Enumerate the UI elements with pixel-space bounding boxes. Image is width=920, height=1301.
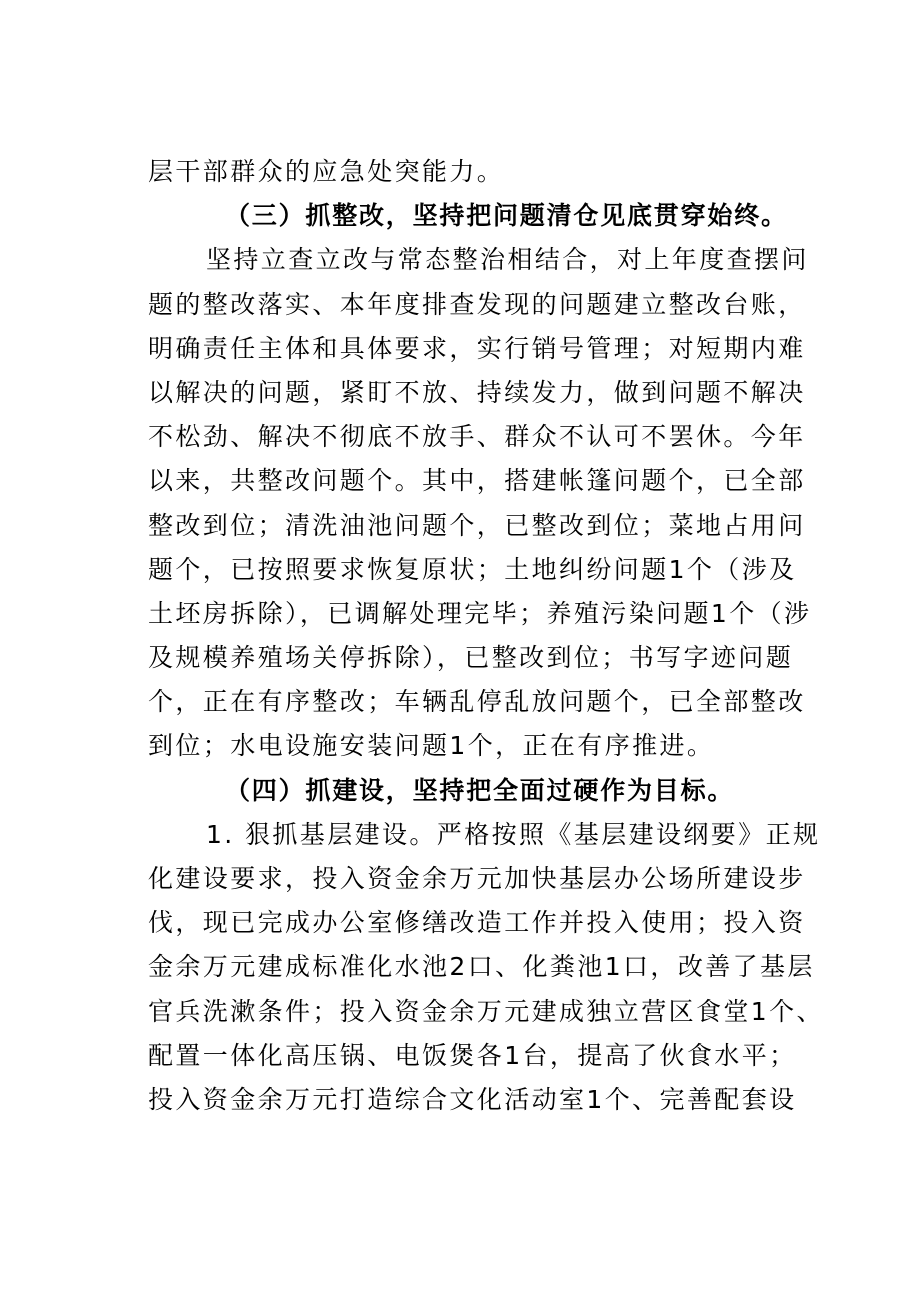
- body-line: 金余万元建成标准化水池2口、化粪池1口，改善了基层: [148, 952, 815, 982]
- document-body: [148, 150, 824, 1122]
- body-line: 土坯房拆除），已调解处理完毕；养殖污染问题1个（涉: [148, 598, 812, 628]
- body-line: 到位；水电设施安装问题1个，正在有序推进。: [148, 731, 715, 761]
- body-line: 明确责任主体和具体要求，实行销号管理；对短期内难: [148, 333, 806, 363]
- body-line: 投入资金余万元打造综合文化活动室1个、完善配套设: [148, 1084, 797, 1114]
- section-heading-three: （三）抓整改，坚持把问题清仓见底贯穿始终。: [225, 201, 788, 231]
- body-line: 化建设要求，投入资金余万元加快基层办公场所建设步: [148, 864, 806, 893]
- body-line: 以来，共整改问题个。其中，搭建帐篷问题个，已全部: [148, 466, 806, 496]
- body-line: 题的整改落实、本年度排查发现的问题建立整改台账，: [148, 289, 806, 319]
- body-line: 配置一体化高压锅、电饭煲各1台，提高了伙食水平；: [148, 1040, 797, 1070]
- body-line: 官兵洗漱条件；投入资金余万元建成独立营区食堂1个、: [148, 996, 824, 1026]
- body-line: 以解决的问题，紧盯不放、持续发力，做到问题不解决: [148, 377, 806, 407]
- body-line: 整改到位；清洗油池问题个，已整改到位；菜地占用问: [148, 510, 806, 540]
- body-line-continuation: 层干部群众的应急处突能力。: [148, 157, 505, 186]
- body-line: 不松劲、解决不彻底不放手、群众不认可不罢休。今年: [148, 422, 806, 452]
- body-line: 题个，已按照要求恢复原状；土地纠纷问题1个（涉及: [148, 554, 797, 584]
- paragraph-first-line: 坚持立查立改与常态整治相结合，对上年度查摆问: [206, 245, 809, 275]
- section-heading-four: （四）抓建设，坚持把全面过硬作为目标。: [225, 775, 735, 805]
- body-line: 及规模养殖场关停拆除），已整改到位；书写字迹问题: [148, 643, 794, 673]
- body-line: 个，正在有序整改；车辆乱停乱放问题个，已全部整改: [148, 687, 806, 717]
- paragraph-first-line: 1. 狠抓基层建设。严格按照《基层建设纲要》正规: [206, 819, 821, 849]
- body-line: 伐，现已完成办公室修缮改造工作并投入使用；投入资: [148, 908, 806, 938]
